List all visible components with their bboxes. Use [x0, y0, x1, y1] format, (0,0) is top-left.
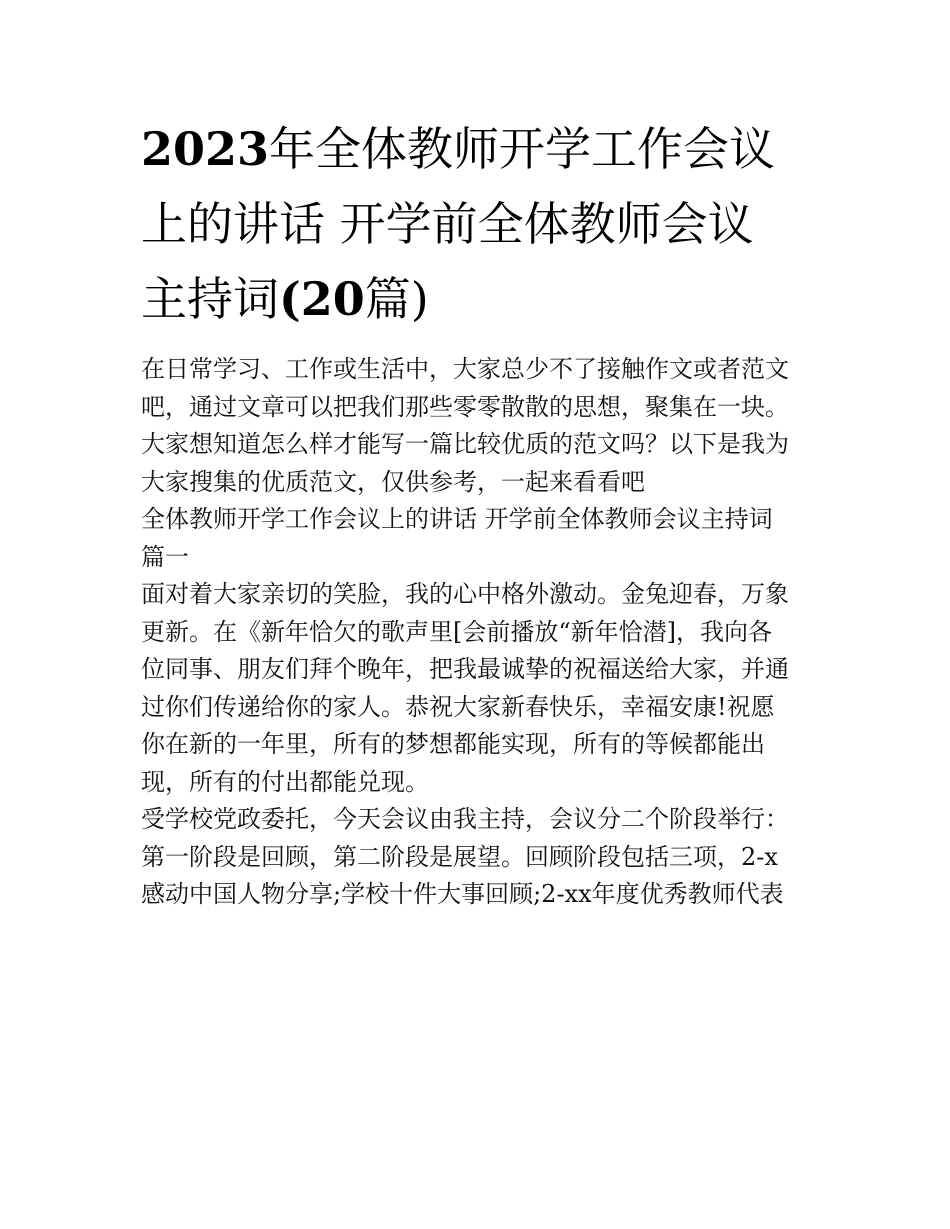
- text-line: 全体教师开学工作会议上的讲话 开学前全体教师会议主持词: [141, 505, 773, 533]
- text-line: 第一阶段是回顾，第二阶段是展望。回顾阶段包括三项，2-x: [141, 842, 778, 871]
- text-line: 大家想知道怎么样才能写一篇比较优质的范文吗？以下是我为: [141, 430, 789, 458]
- agenda-paragraph: [141, 801, 811, 914]
- text-line: 更新。在《新年恰欠的歌声里[会前播放“新年恰潜]，我向各: [141, 617, 772, 646]
- section-heading: [141, 501, 811, 576]
- document-title: [141, 112, 811, 337]
- title-line-3-pre: 主持词: [141, 272, 279, 326]
- title-line-2: 上的讲话 开学前全体教师会议: [141, 197, 754, 251]
- document-content: [141, 112, 811, 914]
- title-line-3-post: 篇): [364, 272, 429, 326]
- greeting-paragraph: [141, 576, 811, 801]
- text-line: 现，所有的付出都能兑现。: [141, 767, 429, 796]
- title-line-1-rest: 年全体教师开学工作会议: [269, 122, 776, 176]
- text-line: 在日常学习、工作或生活中，大家总少不了接触作文或者范文: [141, 355, 789, 383]
- text-line: 大家搜集的优质范文，仅供参考，一起来看看吧: [141, 467, 645, 496]
- document-body: [141, 351, 811, 914]
- text-line: 过你们传递给你的家人。恭祝大家新春快乐，幸福安康!祝愿: [141, 692, 775, 721]
- text-line: 面对着大家亲切的笑脸，我的心中格外激动。金兔迎春，万象: [141, 580, 789, 608]
- text-line: 篇一: [141, 542, 189, 571]
- text-line: 吧，通过文章可以把我们那些零零散散的思想，聚集在一块。: [141, 392, 789, 421]
- text-line: 受学校党政委托，今天会议由我主持，会议分二个阶段举行：: [141, 805, 789, 833]
- text-line: 位同事、朋友们拜个晚年，把我最诚挚的祝福送给大家，并通: [141, 655, 789, 683]
- title-line-1: [141, 112, 811, 187]
- title-count: (20: [279, 272, 365, 326]
- intro-paragraph: [141, 351, 811, 501]
- text-line: 感动中国人物分享;学校十件大事回顾;2-xx年度优秀教师代表: [141, 880, 784, 908]
- title-year: 2023: [141, 122, 270, 176]
- text-line: 你在新的一年里，所有的梦想都能实现，所有的等候都能出: [141, 730, 765, 758]
- title-line-3: [141, 262, 811, 337]
